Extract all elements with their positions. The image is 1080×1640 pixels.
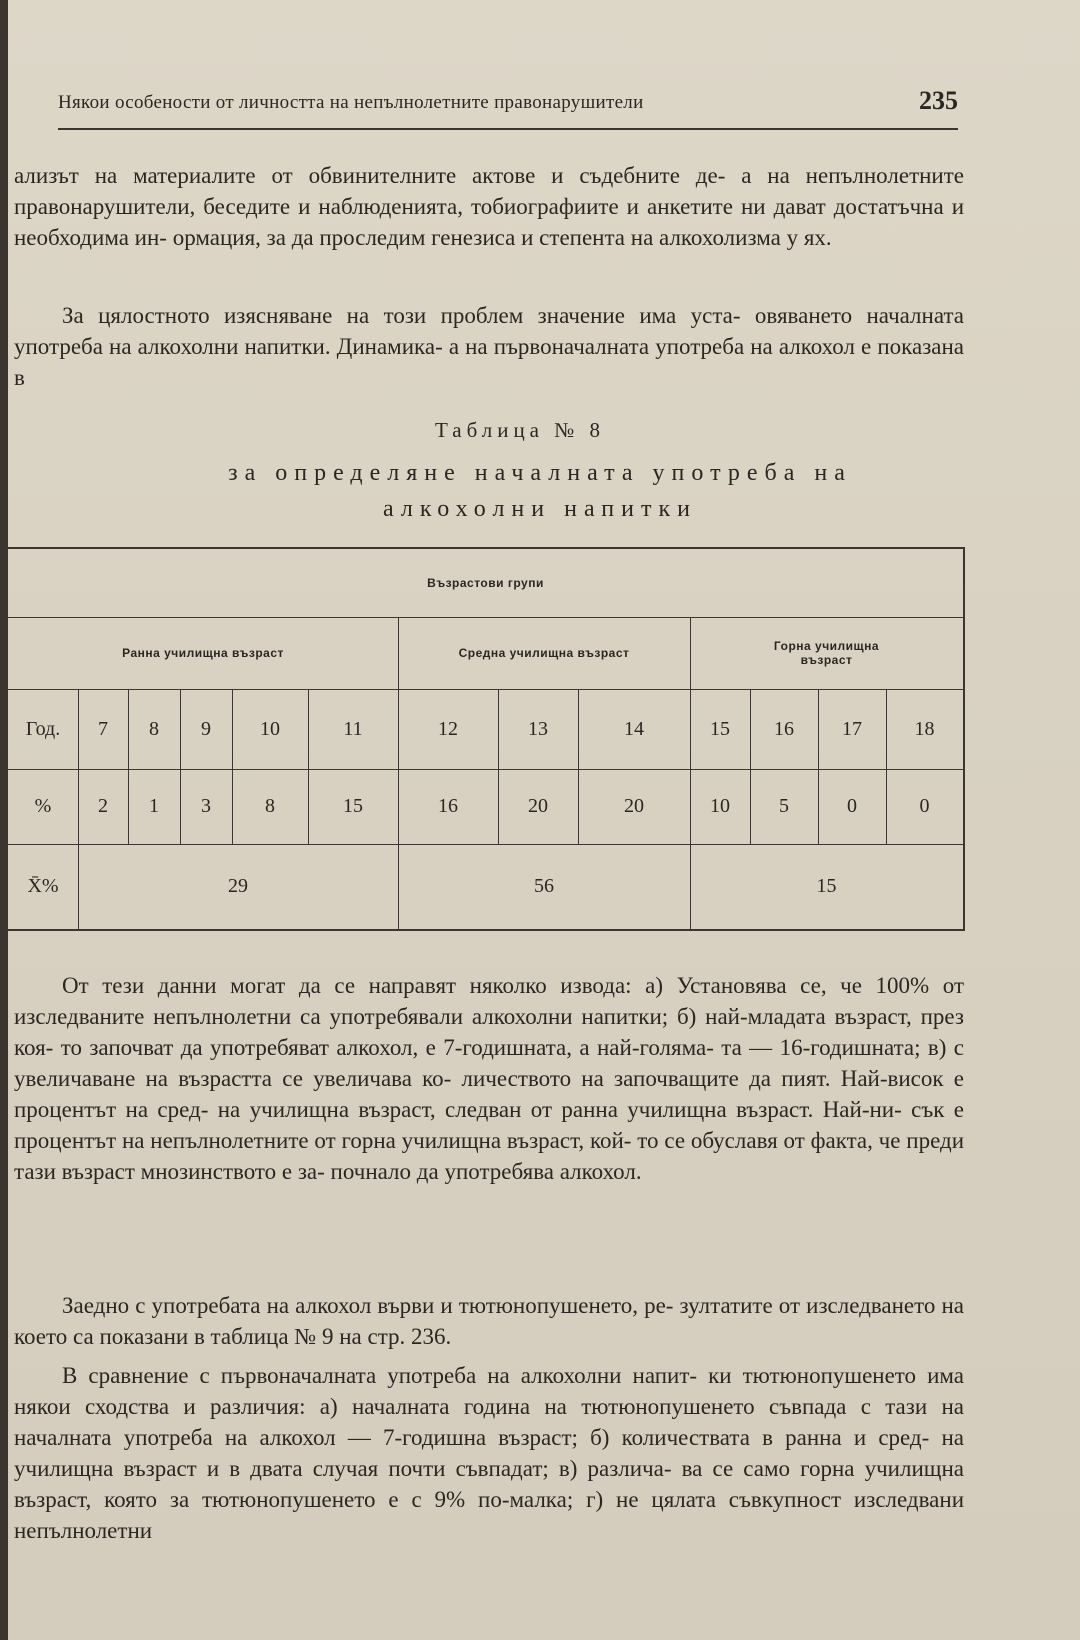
row-label-percent: % [34, 795, 52, 817]
row-label-average: X̄% [27, 875, 59, 897]
percent-cell: 0 [847, 795, 857, 817]
year-cell: 11 [343, 717, 363, 740]
year-cell: 16 [774, 717, 794, 740]
percent-cell: 15 [343, 795, 363, 817]
year-cell: 15 [710, 717, 730, 740]
paragraph-2 [14, 300, 964, 393]
year-cell: 7 [98, 717, 108, 740]
table-caption-line1: за определяне началната употреба на [228, 460, 852, 486]
paragraph-3 [14, 970, 964, 1187]
table-caption-line2: алкохолни напитки [383, 496, 697, 522]
paragraph-5-text: В сравнение с първоначалната употреба на алкохолни напит- ки тютюнопушенето има някои сходства и различия: а) началната година на тютюнопушенето съвпада с тази на началната употреба на алкохол — 7-годишна възраст; б) количествата в ранна и сред- на училищна възраст и в двата случая почти съвпадат; в) различа- ва се само горна училищна възраст, която за тютюнопушенето е с 9% по-малка; г) не цялата съвкупност изследвани непълнолетни [14, 1363, 964, 1543]
average-upper: 15 [816, 875, 837, 897]
year-cell: 10 [260, 717, 280, 740]
year-cell: 12 [438, 717, 458, 740]
percent-cell: 10 [710, 795, 730, 817]
group-header: Възрастови групи [427, 576, 544, 590]
paragraph-2-text: За цялостното изясняване на този проблем значение има уста- овяването началната употреба на алкохолни напитки. Динамика- а на първоначалната употреба на алкохол е показана в [14, 303, 964, 390]
percent-cell: 20 [624, 795, 644, 817]
year-cell: 13 [528, 717, 548, 740]
year-cell: 18 [914, 717, 935, 740]
percent-cell: 5 [779, 795, 789, 817]
paragraph-4 [14, 1290, 964, 1352]
age-groups-table [8, 547, 965, 931]
paragraph-4-text: Заедно с употребата на алкохол върви и тютюнопушенето, ре- зултатите от изследването на което са показани в таблица № 9 на стр. 236. [14, 1293, 964, 1349]
percent-cell: 0 [919, 795, 930, 817]
percent-cell: 2 [98, 795, 108, 817]
year-cell: 17 [842, 717, 862, 740]
binding-edge [0, 0, 8, 1640]
group-upper: Горна училищна възраст [773, 639, 880, 667]
header-title: Някои особености от личността на непълнолетните правонарушители [58, 92, 644, 113]
group-middle: Средна училищна възраст [458, 646, 630, 660]
percent-cell: 1 [149, 795, 159, 817]
table-number: Таблица № 8 [434, 418, 606, 442]
year-cell: 8 [149, 717, 159, 740]
average-early: 29 [228, 875, 248, 897]
paragraph-3-text: От тези данни могат да се направят няколко извода: а) Установява се, че 100% от изследваните непълнолетни са употребявали алкохолни напитки; б) най-младата възраст, през коя- то започват да употребяват алкохол, е 7-годишната, а най-голяма- та — 16-годишната; в) с увеличаване на възрастта се увеличава ко- личеството на започващите да пият. Най-висок е процентът на сред- на училищна възраст, следван от ранна училищна възраст. Най-ни- сък е процентът на непълнолетните от горна училищна възраст, кой- то се обуславя от факта, че преди тази възраст мнозинството е за- почнало да употребява алкохол. [14, 973, 964, 1184]
percent-cell: 16 [438, 795, 458, 817]
year-cell: 9 [201, 717, 211, 740]
page-number: 235 [919, 86, 958, 115]
row-label-year: Год. [25, 717, 61, 740]
percent-cell: 20 [528, 795, 548, 817]
group-early: Ранна училищна възраст [122, 646, 284, 660]
percent-cell: 8 [265, 795, 275, 817]
paragraph-5 [14, 1360, 964, 1546]
running-header [58, 88, 958, 130]
average-middle: 56 [534, 875, 554, 897]
year-cell: 14 [624, 717, 644, 740]
percent-cell: 3 [201, 795, 211, 817]
paragraph-1: ализът на материалите от обвинителните актове и съдебните де- а на непълнолетните правонарушители, беседите и наблюденията, тобиографиите и анкетите ни дават достатъчна и необходима ин- ормация, за да проследим генезиса и степента на алкохолизма у ях. [14, 163, 964, 250]
